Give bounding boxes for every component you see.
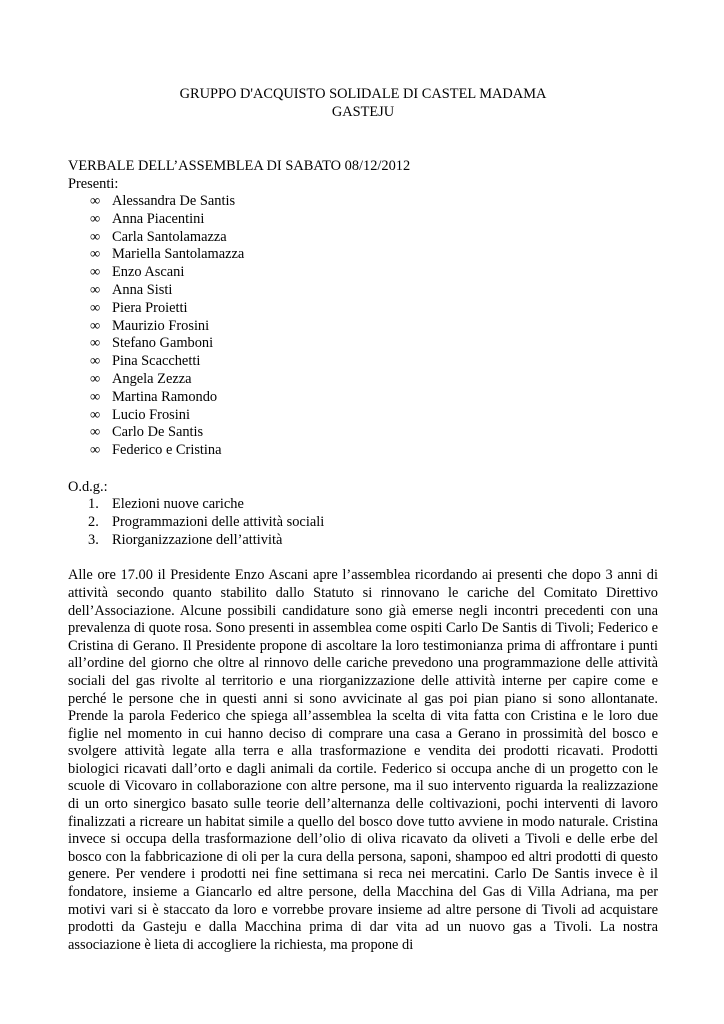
presenti-name: Federico e Cristina (112, 442, 222, 459)
infinity-bullet-icon: ∞ (90, 299, 101, 316)
odg-item-number: 1. (88, 495, 99, 512)
presenti-name: Piera Proietti (112, 299, 188, 316)
odg-item (68, 514, 658, 532)
infinity-bullet-icon: ∞ (90, 210, 101, 227)
infinity-bullet-icon: ∞ (90, 353, 101, 370)
infinity-bullet-icon: ∞ (90, 246, 101, 263)
presenti-name: Anna Piacentini (112, 210, 205, 227)
odg-item-number: 2. (88, 513, 99, 530)
infinity-bullet-icon: ∞ (90, 406, 101, 423)
presenti-name: Enzo Ascani (112, 264, 185, 281)
presenti-item (68, 282, 658, 300)
presenti-item (68, 229, 658, 247)
odg-list (68, 496, 658, 549)
association-short-name: GASTEJU (331, 104, 395, 120)
presenti-name: Anna Sisti (112, 281, 173, 298)
presenti-name: Mariella Santolamazza (112, 246, 245, 263)
presenti-item (68, 300, 658, 318)
document-header (68, 85, 658, 121)
odg-item-text: Riorganizzazione dell’attività (112, 531, 283, 548)
presenti-item (68, 335, 658, 353)
infinity-bullet-icon: ∞ (90, 193, 101, 209)
infinity-bullet-icon: ∞ (90, 370, 101, 387)
presenti-item (68, 371, 658, 389)
infinity-bullet-icon: ∞ (90, 317, 101, 334)
infinity-bullet-icon: ∞ (90, 264, 101, 281)
odg-label: O.d.g.: (68, 478, 108, 495)
infinity-bullet-icon: ∞ (90, 228, 101, 245)
presenti-item (68, 442, 658, 460)
presenti-item (68, 353, 658, 371)
odg-item-text: Elezioni nuove cariche (112, 495, 244, 512)
presenti-name: Maurizio Frosini (112, 317, 210, 334)
infinity-bullet-icon: ∞ (90, 281, 101, 298)
body-paragraph: Alle ore 17.00 il Presidente Enzo Ascani apre l’assemblea ricordando ai presenti che dopo 3 anni di attività secondo quanto stabilito dallo Statuto si rinnovano le cariche del Comitato Direttivo dell’Associazione. Alcune possibili candidature sono già emerse negli incontri precedenti con una prevalenza di quote rosa. Sono presenti in assemblea come ospiti Carlo De Santis di Tivoli; Federico e Cristina di Gerano. Il Presidente propone di ascoltare la loro testimonianza prima di affrontare i punti all’ordine del giorno che oltre al rinnovo delle cariche prevedono una programmazione delle attività sociali del gas rivolte al territorio e una riorganizzazione delle attività interne per capire come e perché le persone che in questi anni si sono avvicinate al gas poi pian piano si sono allontanate. Prende la parola Federico che spiega all’assemblea la scelta di vita fatta con Cristina e le loro due figlie nel momento in cui hanno deciso di comprare una casa a Gerano in prossimità del bosco e svolgere attività legate alla terra e alla trasformazione e vendita dei prodotti ricavati. Prodotti biologici ricavati dall’orto e dagli animali da cortile. Federico si occupa anche di un progetto con le scuole di Vicovaro in collaborazione con altre persone, ma il suo intervento riguarda la realizzazione di un orto sinergico basato sulle teorie dell’alternanza delle coltivazioni, pochi interventi di lavoro finalizzati a ricreare un habitat simile a quello del bosco dove tutto avviene in modo naturale. Cristina invece si occupa della trasformazione dell’olio di oliva ricavato da oliveti a Tivoli e delle erbe del bosco con la fabbricazione di oli per la cura della persona, saponi, shampoo ed altri prodotti di questo genere. Per vendere i prodotti nei fine settimana si reca nei mercatini. Carlo De Santis invece è il fondatore, insieme a Giancarlo ed altre persone, della Macchina del Gas di Villa Adriana, ma per motivi vari si è staccato da loro e vorrebbe provare insieme ad altre persone di Tivoli ad acquistare prodotti da Gasteju e dalla Macchina prima di dar vita ad un nuovo gas a Tivoli. La nostra associazione è lieta di accogliere la richiesta, ma propone di (68, 567, 658, 953)
presenti-name: Carlo De Santis (112, 424, 204, 441)
infinity-bullet-icon: ∞ (90, 388, 101, 405)
presenti-name: Lucio Frosini (112, 406, 190, 423)
presenti-list (68, 193, 658, 460)
presenti-item (68, 407, 658, 425)
infinity-bullet-icon: ∞ (90, 442, 101, 459)
presenti-name: Angela Zezza (112, 370, 192, 387)
infinity-bullet-icon: ∞ (90, 424, 101, 441)
document-page (68, 85, 658, 954)
odg-item (68, 496, 658, 514)
presenti-item (68, 424, 658, 442)
presenti-item (68, 318, 658, 336)
presenti-label: Presenti: (68, 176, 119, 192)
presenti-name: Stefano Gamboni (112, 335, 214, 352)
odg-item-text: Programmazioni delle attività sociali (112, 513, 325, 530)
presenti-item (68, 246, 658, 264)
presenti-name: Alessandra De Santis (112, 193, 236, 209)
presenti-item (68, 211, 658, 229)
verbale-title: VERBALE DELL’ASSEMBLEA DI SABATO 08/12/2012 (68, 158, 411, 174)
presenti-item (68, 193, 658, 211)
presenti-name: Martina Ramondo (112, 388, 218, 405)
infinity-bullet-icon: ∞ (90, 335, 101, 352)
presenti-name: Pina Scacchetti (112, 353, 201, 370)
presenti-name: Carla Santolamazza (112, 228, 227, 245)
presenti-item (68, 264, 658, 282)
association-name: GRUPPO D'ACQUISTO SOLIDALE DI CASTEL MADAMA (179, 86, 547, 102)
odg-item (68, 532, 658, 550)
odg-item-number: 3. (88, 531, 99, 548)
presenti-item (68, 389, 658, 407)
